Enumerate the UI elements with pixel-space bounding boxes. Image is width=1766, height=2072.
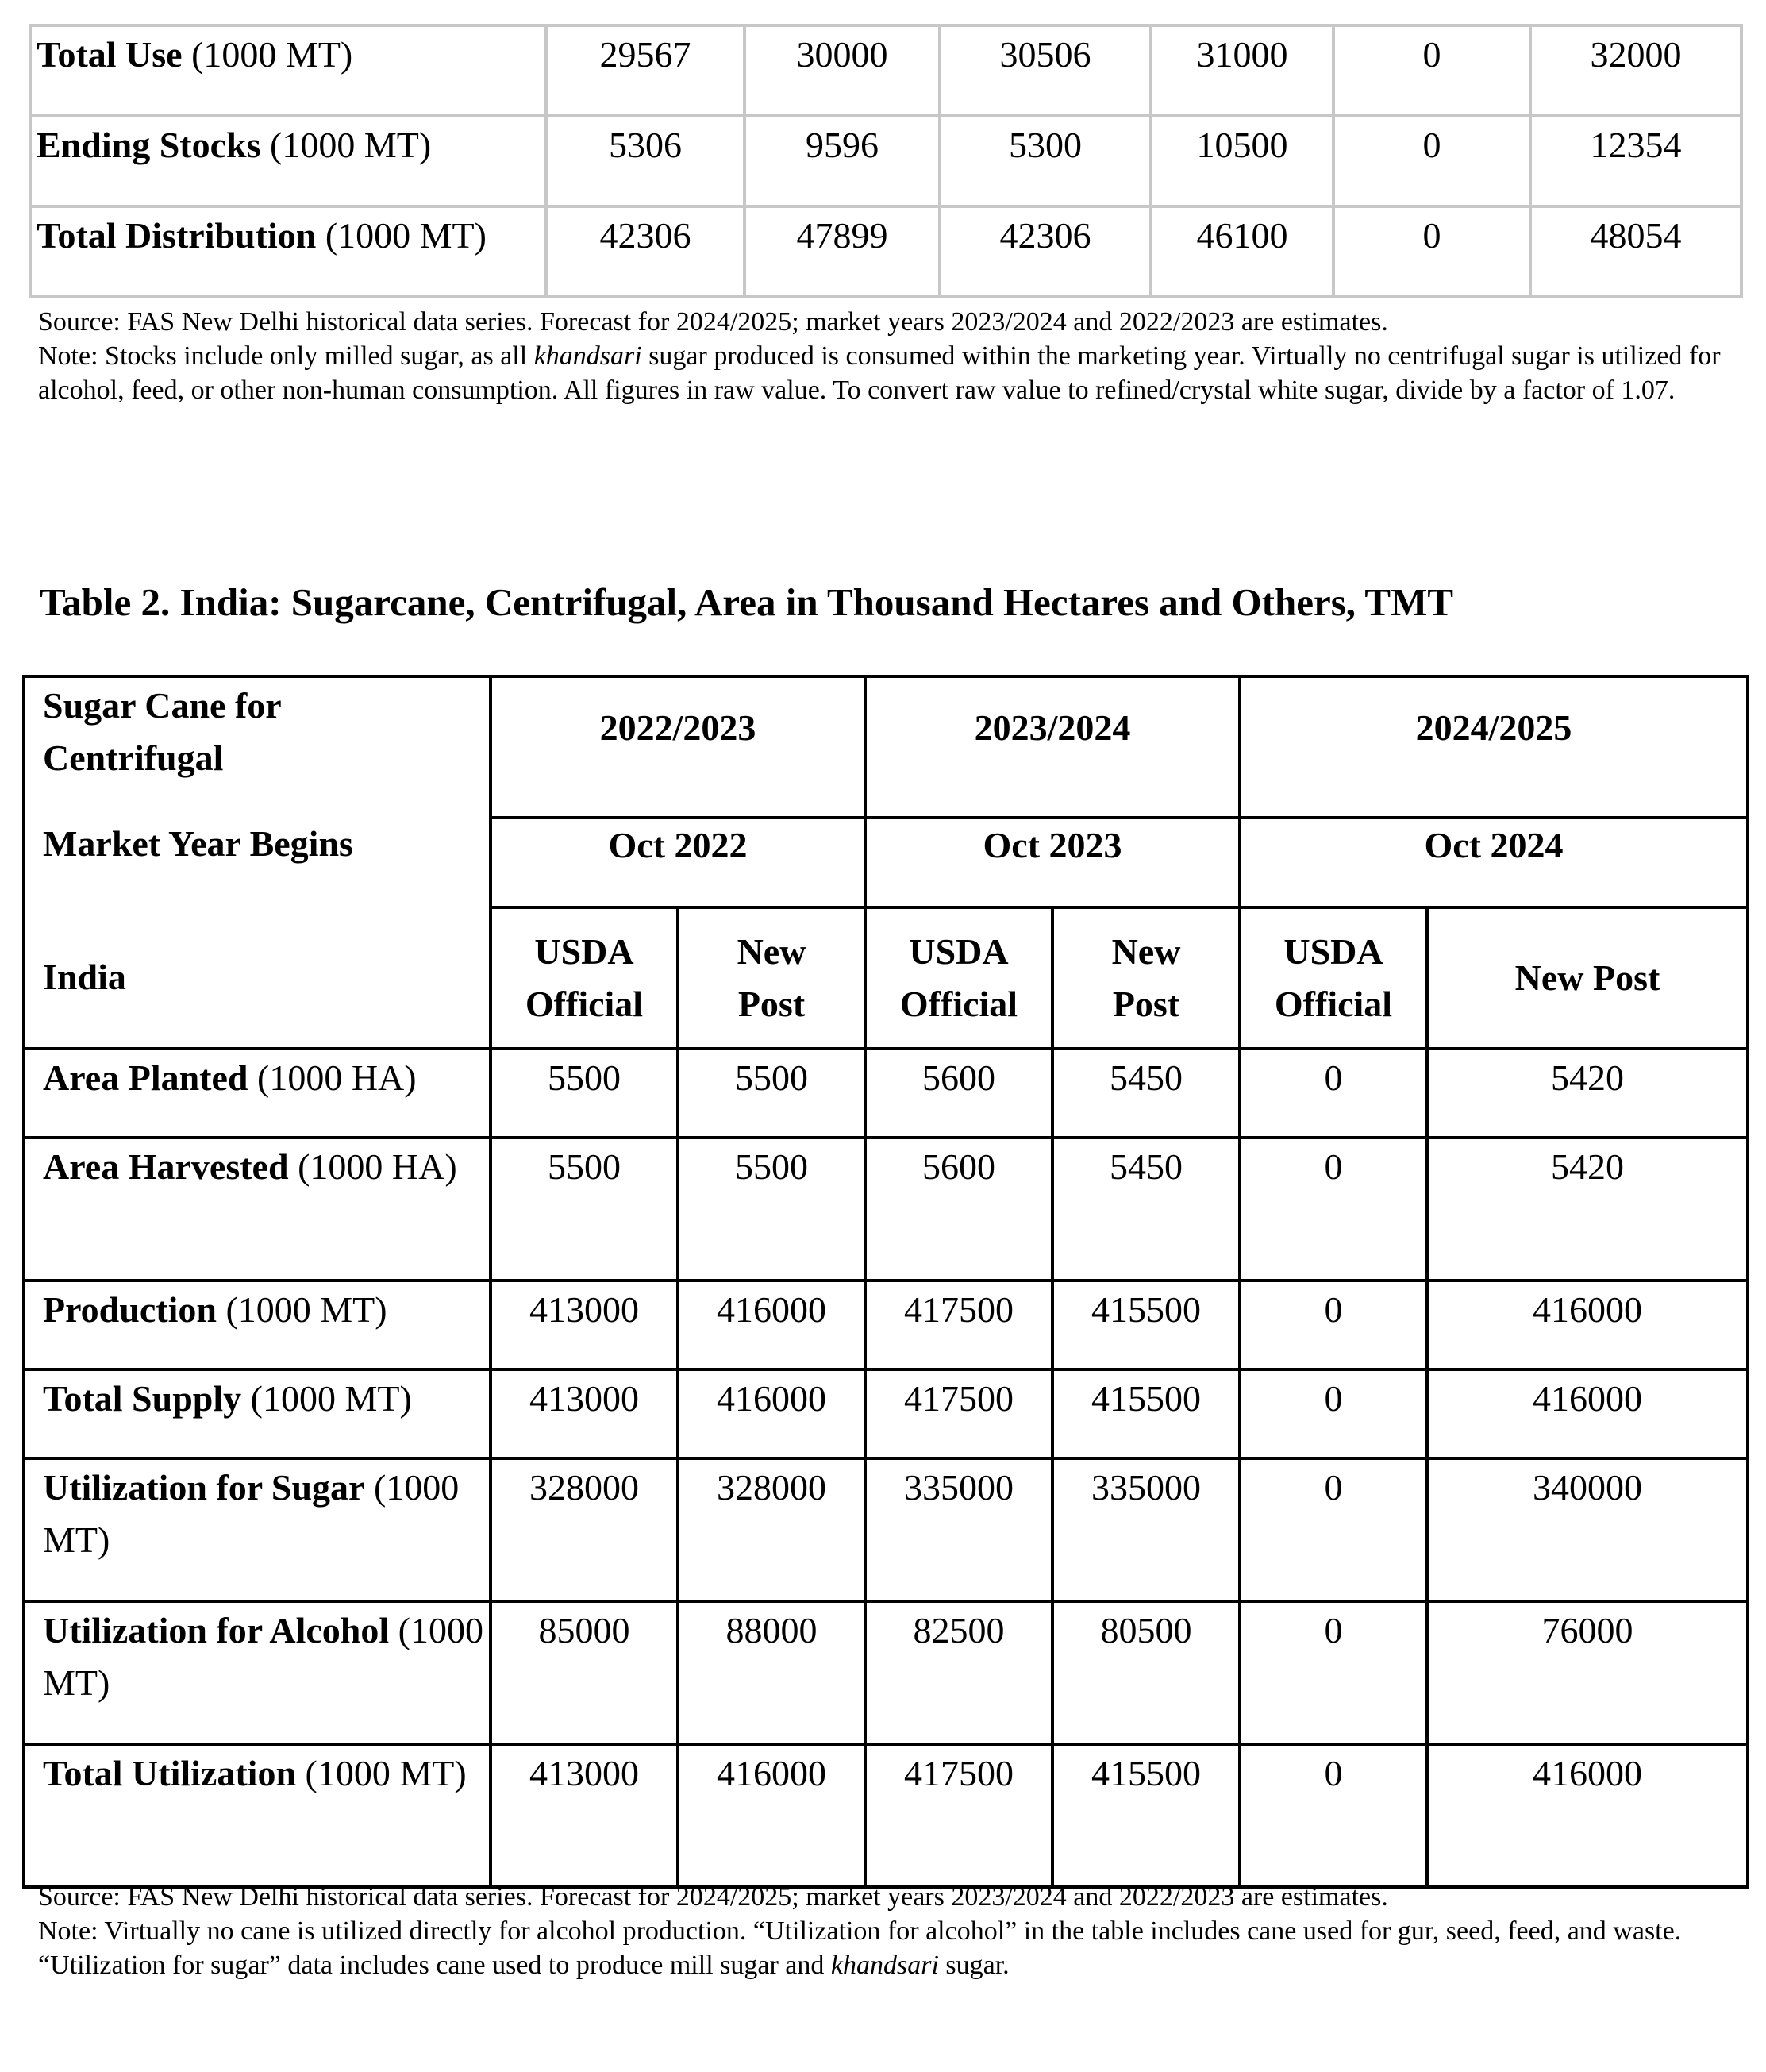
row-label-unit: (1000 MT) — [260, 125, 432, 165]
row-label-unit: (1000 MT) — [43, 1610, 483, 1703]
row-label — [30, 206, 546, 297]
subheader-new-post-2023 — [1052, 907, 1240, 1049]
table-cell: 5306 — [546, 116, 744, 206]
table-cell: 31000 — [1151, 25, 1333, 116]
official-line: Official — [1274, 984, 1393, 1024]
table-cell: 85000 — [491, 1601, 678, 1744]
usda-line: USDA — [534, 931, 634, 972]
table-cell: 10500 — [1151, 116, 1333, 206]
table-2-begins-row — [24, 818, 1748, 907]
row-label-bold: Total Distribution — [37, 215, 317, 256]
table-cell: 335000 — [865, 1458, 1052, 1601]
table-cell: 12354 — [1530, 116, 1741, 206]
row-label — [30, 25, 546, 116]
table-cell: 5600 — [865, 1049, 1052, 1138]
table-cell: 416000 — [678, 1744, 865, 1887]
row-label — [24, 1601, 491, 1744]
table-2-source: Source: FAS New Delhi historical data series. Forecast for 2024/2025; market years 2023/2024 and 2022/2023 are estimates. — [38, 1882, 1388, 1912]
table-2-title: Table 2. India: Sugarcane, Centrifugal, Area in Thousand Hectares and Others, TMT — [40, 580, 1454, 624]
table-row — [24, 1601, 1748, 1744]
subheader-new-post-2022 — [678, 907, 865, 1049]
table-cell: 0 — [1240, 1138, 1427, 1281]
row-label-unit: (1000 HA) — [248, 1057, 417, 1098]
table-cell: 5600 — [865, 1138, 1052, 1281]
table-cell: 413000 — [491, 1744, 678, 1887]
table-2-note-part1: Note: Virtually no cane is utilized directly for alcohol production. “Utilization for alcohol” in the table includes cane used for gur, seed, feed, and waste. “Utilization for sugar” data includes cane used to produce mill sugar and — [38, 1916, 1682, 1980]
row-label-bold: Area Planted — [43, 1057, 248, 1098]
table-cell: 29567 — [546, 25, 744, 116]
table-cell: 5500 — [491, 1138, 678, 1281]
table-cell: 32000 — [1530, 25, 1741, 116]
table-cell: 417500 — [865, 1281, 1052, 1369]
row-label-bold: Utilization for Sugar — [43, 1467, 365, 1508]
row-label — [24, 1049, 491, 1138]
table-1-note-italic: khandsari — [533, 341, 642, 371]
table-cell: 0 — [1333, 116, 1530, 206]
table-cell: 46100 — [1151, 206, 1333, 297]
row-label — [24, 1369, 491, 1458]
table-cell: 415500 — [1052, 1744, 1240, 1887]
table-cell: 340000 — [1427, 1458, 1748, 1601]
table-cell: 328000 — [491, 1458, 678, 1601]
row-label-bold: Area Harvested — [43, 1146, 289, 1187]
table-cell: 30506 — [940, 25, 1151, 116]
table-cell: 5300 — [940, 116, 1151, 206]
table-cell: 0 — [1240, 1281, 1427, 1369]
table-2-note-part2: sugar. — [938, 1951, 1010, 1980]
post-line: Post — [1112, 984, 1180, 1024]
row-label-bold: Total Utilization — [43, 1753, 297, 1793]
table-row — [24, 1744, 1748, 1887]
table-1-source: Source: FAS New Delhi historical data series. Forecast for 2024/2025; market years 2023/2024 and 2022/2023 are estimates. — [38, 307, 1388, 337]
table-cell: 416000 — [1427, 1744, 1748, 1887]
new-line: New — [737, 931, 806, 972]
subheader-usda-official-2023 — [865, 907, 1052, 1049]
official-line: Official — [525, 984, 644, 1024]
table-row — [24, 1049, 1748, 1138]
table-cell: 42306 — [940, 206, 1151, 297]
table-cell: 415500 — [1052, 1281, 1240, 1369]
row-label-unit: (1000 MT) — [216, 1289, 387, 1330]
table-1-continued — [29, 24, 1743, 298]
row-label-bold: Ending Stocks — [37, 125, 261, 165]
table-cell: 82500 — [865, 1601, 1052, 1744]
table-cell: 42306 — [546, 206, 744, 297]
post-line: Post — [737, 984, 806, 1024]
row-label-unit: (1000 MT) — [182, 34, 353, 75]
row-label-unit: (1000 MT) — [316, 215, 487, 256]
begins-oct-2023: Oct 2023 — [865, 818, 1240, 907]
row-label-bold: Total Supply — [43, 1378, 242, 1419]
table-row — [24, 1369, 1748, 1458]
row-label-bold: Production — [43, 1289, 217, 1330]
table-1-source-note — [38, 305, 1745, 407]
row-label-unit: (1000 MT) — [296, 1753, 467, 1793]
table-cell: 415500 — [1052, 1369, 1240, 1458]
row-label — [24, 1458, 491, 1601]
table-2-note-italic: khandsari — [830, 1951, 939, 1980]
table-cell: 416000 — [1427, 1369, 1748, 1458]
begins-oct-2022: Oct 2022 — [491, 818, 865, 907]
row-label-unit: (1000 MT) — [241, 1378, 412, 1419]
table-1-note-part2: sugar produced is consumed within the marketing year. Virtually no centrifugal sugar is utilized for alcohol, feed, or other non-human consumption. All figures in raw value. To convert raw value to refined/crystal white sugar, divide by a factor of 1.07. — [38, 341, 1721, 405]
table-cell: 5500 — [491, 1049, 678, 1138]
table-cell: 0 — [1240, 1601, 1427, 1744]
table-cell: 0 — [1240, 1049, 1427, 1138]
row-label — [24, 1138, 491, 1281]
table-cell: 413000 — [491, 1281, 678, 1369]
row-label — [24, 1744, 491, 1887]
table-cell: 328000 — [678, 1458, 865, 1601]
year-header-2023-2024: 2023/2024 — [865, 676, 1240, 818]
table-cell: 76000 — [1427, 1601, 1748, 1744]
new-line: New — [1111, 931, 1181, 972]
table-cell: 417500 — [865, 1369, 1052, 1458]
row-label-unit: (1000 HA) — [288, 1146, 457, 1187]
table-cell: 30000 — [744, 25, 940, 116]
row-label — [30, 116, 546, 206]
corner-label-line2: Centrifugal — [43, 738, 224, 778]
table-cell: 0 — [1333, 25, 1530, 116]
table-cell: 0 — [1333, 206, 1530, 297]
subheader-usda-official-2024 — [1240, 907, 1427, 1049]
market-year-begins-label: Market Year Begins — [24, 818, 491, 907]
table-row — [24, 1138, 1748, 1281]
table-row — [30, 206, 1741, 297]
official-line: Official — [899, 984, 1018, 1024]
row-label — [24, 1281, 491, 1369]
table-2-year-header-row — [24, 676, 1748, 818]
table-row — [30, 25, 1741, 116]
subheader-new-post-2024: New Post — [1427, 907, 1748, 1049]
table-cell: 416000 — [678, 1369, 865, 1458]
table-row — [24, 1281, 1748, 1369]
country-label: India — [24, 907, 491, 1049]
table-cell: 0 — [1240, 1369, 1427, 1458]
table-cell: 47899 — [744, 206, 940, 297]
begins-oct-2024: Oct 2024 — [1240, 818, 1748, 907]
usda-line: USDA — [1283, 931, 1383, 972]
table-cell: 0 — [1240, 1458, 1427, 1601]
table-cell: 5420 — [1427, 1049, 1748, 1138]
table-1-note-part1: Note: Stocks include only milled sugar, as all — [38, 341, 534, 371]
table-cell: 417500 — [865, 1744, 1052, 1887]
table-cell: 5500 — [678, 1138, 865, 1281]
table-2-corner-cell — [24, 676, 491, 818]
table-cell: 416000 — [678, 1281, 865, 1369]
subheader-usda-official-2022 — [491, 907, 678, 1049]
table-2-subheader-row — [24, 907, 1748, 1049]
table-cell: 5450 — [1052, 1138, 1240, 1281]
year-header-2022-2023: 2022/2023 — [491, 676, 865, 818]
table-cell: 80500 — [1052, 1601, 1240, 1744]
corner-label-line1: Sugar Cane for — [43, 685, 282, 726]
table-cell: 5420 — [1427, 1138, 1748, 1281]
table-cell: 48054 — [1530, 206, 1741, 297]
row-label-bold: Total Use — [37, 34, 183, 75]
table-row — [30, 116, 1741, 206]
table-cell: 5450 — [1052, 1049, 1240, 1138]
year-header-2024-2025: 2024/2025 — [1240, 676, 1748, 818]
table-cell: 5500 — [678, 1049, 865, 1138]
table-cell: 416000 — [1427, 1281, 1748, 1369]
table-2 — [22, 675, 1749, 1889]
row-label-bold: Utilization for Alcohol — [43, 1610, 390, 1650]
table-cell: 9596 — [744, 116, 940, 206]
table-row — [24, 1458, 1748, 1601]
table-cell: 88000 — [678, 1601, 865, 1744]
table-cell: 0 — [1240, 1744, 1427, 1887]
usda-line: USDA — [909, 931, 1009, 972]
table-2-source-note — [38, 1880, 1745, 1982]
row-label-unit: (1000 MT) — [43, 1467, 460, 1560]
table-cell: 413000 — [491, 1369, 678, 1458]
table-cell: 335000 — [1052, 1458, 1240, 1601]
